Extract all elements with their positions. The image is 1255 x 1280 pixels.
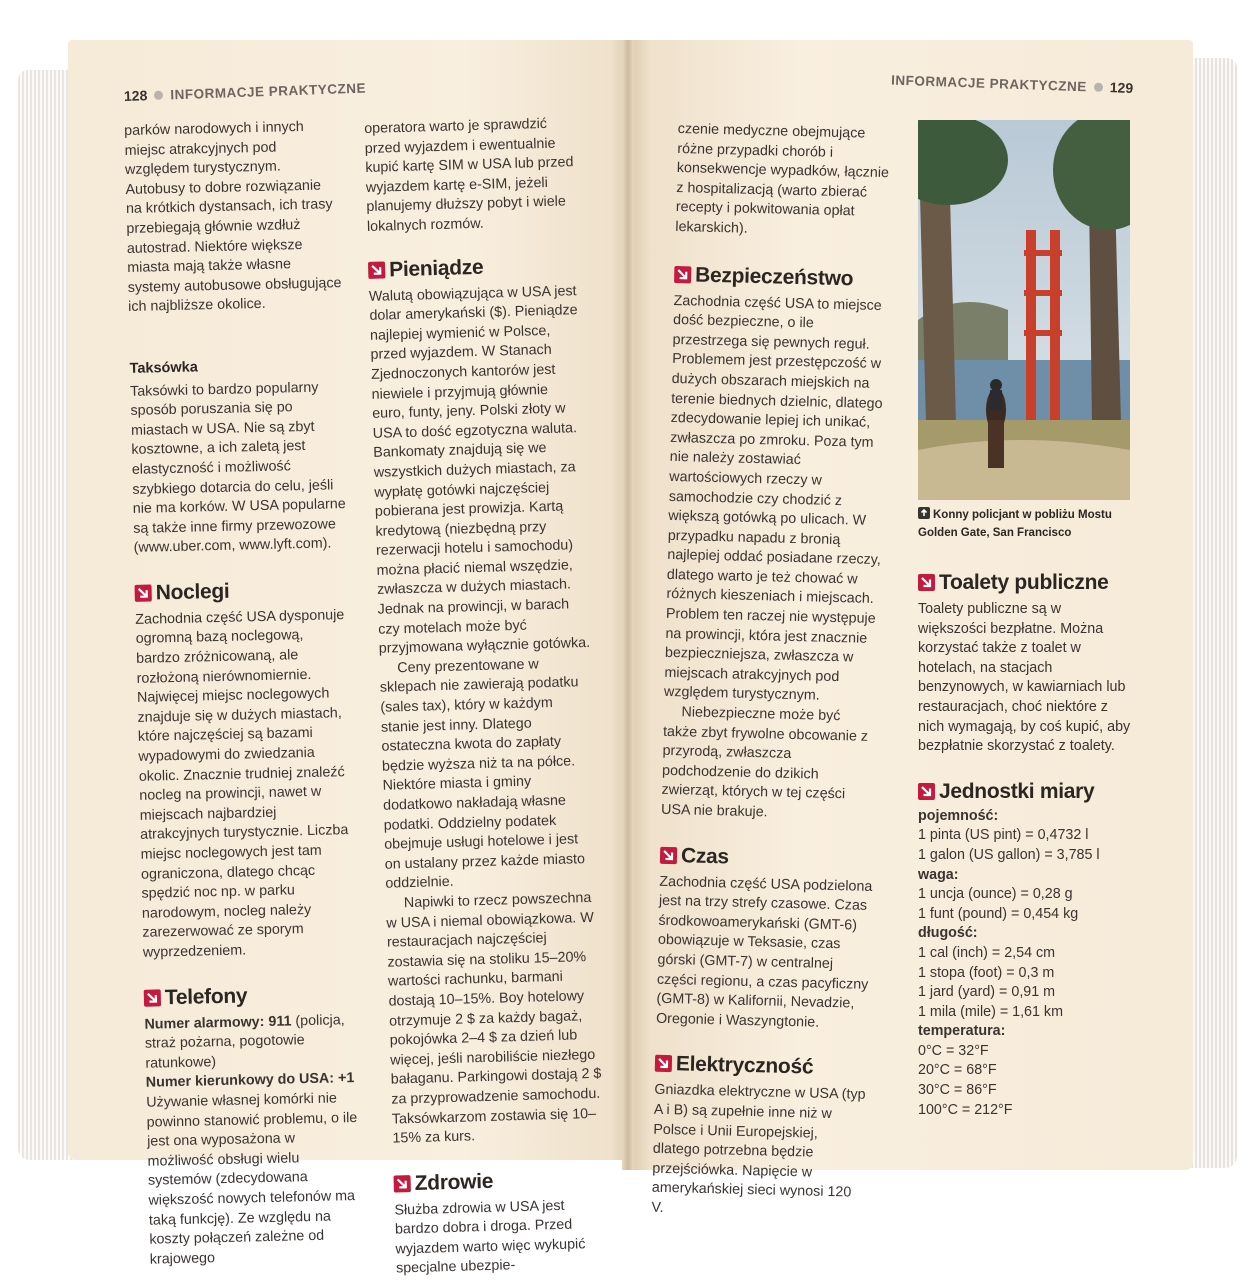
safety-text-2: Niebezpieczne może być także zbyt frywolne obcowanie z przyrodą, zwłaszcza podchodzenie do dzikich zwierząt, których w tej części USA nie brakuje. — [660, 704, 869, 821]
red-arrow-icon — [655, 1055, 672, 1072]
taxi-heading: Taksówka — [129, 359, 199, 377]
left-page — [68, 40, 633, 1278]
red-arrow-icon — [918, 574, 935, 591]
book-gutter — [622, 40, 634, 1170]
unit-line: 100°C = 212°F — [918, 1101, 1013, 1118]
taxi-text: Taksówki to bardzo popularny sposób poruszania się po miastach w USA. Nie są zbyt kosztowne, a ich zaletą jest elastyczność i możliwość szybkiego dotarcia do celu, jeśli nie ma korków. W USA popularne są także inne firmy przewozowe (www.uber.com, www.lyft.com). — [129, 379, 346, 557]
red-arrow-icon — [144, 989, 161, 1006]
unit-label: temperatura: — [918, 1023, 1006, 1040]
right-column-2 — [918, 120, 1132, 1120]
unit-label: długość: — [918, 925, 978, 942]
left-column-2 — [364, 114, 608, 1280]
safety-heading — [674, 262, 889, 293]
emergency-text: (policja, straż pożarna, pogotowie ratunkowe) — [144, 1011, 345, 1072]
unit-line: 1 uncja (ounce) = 0,28 g — [918, 886, 1073, 903]
unit-line: 1 jard (yard) = 0,91 m — [918, 984, 1056, 1001]
unit-line: 1 funt (pound) = 0,454 kg — [918, 905, 1079, 922]
red-arrow-icon — [135, 584, 152, 601]
safety-heading-label: Bezpieczeństwo — [694, 263, 854, 290]
page-number-right: 129 — [1109, 79, 1134, 96]
page-number-left: 128 — [123, 87, 148, 104]
photo-caption-text: Konny policjant w pobliżu Mostu Golden Gate, San Francisco — [918, 509, 1112, 539]
time-heading-label: Czas — [680, 843, 730, 869]
telefony-heading-label: Telefony — [164, 983, 248, 1009]
safety-text-1: Zachodnia część USA to miejsce dość bezpieczne, o ile przestrzega się pewnych reguł. Problemem jest przestępczość w dużych obszarach miejskich na terenie biednych dzielnic, dlatego zdecydowanie lepiej ich unikać, zwłaszcza po zmroku. Poza tym nie należy zostawiać wartościowych rzeczy w samochodzie czy chodzić z większą gotówką po ulicach. W przypadku napadu z bronią najlepiej oddać posiadane rzeczy, dlatego warto je też chować w różnych kieszeniach i miejscach. Problem ten raczej nie występuje na prowincji, która jest znacznie bezpieczniejsza, zwłaszcza w miejscach atrakcyjnych pod względem turystycznym. — [663, 292, 883, 705]
separator-dot — [1094, 83, 1103, 92]
units-list — [918, 807, 1132, 1121]
paragraph: parków narodowych i innych miejsc atrakcyjnych pod względem turystycznym. Autobusy to dobre rozwiązanie na krótkich dystansach, ich trasy przebiegają głównie wzdłuż autostrad. Niektóre większe miasta mają także własne systemy autobusowe obsługujące ich najbliższe okolice. — [124, 118, 342, 316]
red-arrow-icon — [674, 266, 691, 283]
unit-line: 1 cal (inch) = 2,54 cm — [918, 944, 1056, 961]
units-heading-label: Jednostki miary — [939, 779, 1095, 803]
money-text-2: Ceny prezentowane w sklepach nie zawierają podatku (sales tax), który w każdym stanie jest inny. Dlatego ostateczna kwota do zapłaty będzie wyższa niż ta na półce. Niektóre miasta i gminy dodatkowo nakładają własne podatki. Oddzielny podatek obejmuje usługi hotelowe i jest on ustalany przez każde miasto oddzielnie. — [379, 656, 586, 893]
left-running-head — [124, 80, 367, 106]
money-text-3: Napiwki to rzecz powszechna w USA i niemal obowiązkowa. W restauracjach najczęściej zostawia się na stoliku 15–20% wartości rachunku, barmani dostają 10–15%. Boy hotelowy otrzymuje 2 $ za każdy bagaż, pokojówka 2–4 $ za dzień lub więcej, jeśli narobiliście niezłego bałaganu. Parkingowi dostają 2 $ za przyprowadzenie samochodu. Taksówkarzom zostawia się 10–15% za kurs. — [386, 889, 602, 1147]
red-arrow-icon — [660, 846, 677, 863]
golden-gate-photo — [918, 120, 1130, 500]
paragraph: operatora warto je sprawdzić przed wyjazdem i ewentualnie kupić kartę SIM w USA lub przed wyjazdem kartę e-SIM, jeżeli planujemy dłuższy pobyt i wiele lokalnych rozmów. — [364, 115, 574, 235]
unit-label: waga: — [918, 866, 959, 883]
units-heading — [918, 779, 1132, 805]
toilet-heading — [918, 570, 1132, 596]
red-arrow-icon — [368, 261, 385, 278]
unit-line: 0°C = 32°F — [918, 1042, 989, 1059]
toilet-text: Toalety publiczne są w większości bezpłatne. Można korzystać także z toalet w hotelach, na stacjach benzynowych, w kawiarniach lub restauracjach, choć niektóre z nich wymagają, by coś kupić, aby bezpłatnie skorzystać z toalety. — [918, 601, 1131, 755]
country-code: Numer kierunkowy do USA: +1 — [145, 1070, 355, 1092]
time-heading — [660, 842, 875, 873]
right-column-1 — [651, 120, 892, 1223]
unit-label: pojemność: — [918, 807, 999, 824]
right-running-head — [891, 72, 1134, 98]
health-heading-label: Zdrowie — [414, 1169, 494, 1195]
health-text: Służba zdrowia w USA jest bardzo dobra i droga. Przed wyjazdem warto więc wykupić specjalne ubezpie- — [394, 1197, 586, 1278]
red-arrow-icon — [393, 1175, 410, 1192]
emergency-number — [144, 1010, 359, 1074]
money-text-1: Walutą obowiązująca w USA jest dolar amerykański ($). Pieniądze najlepiej wymienić w Polsce, przed wyjazdem. W Stanach Zjednoczonych kantorów jest niewiele i przyjmują głównie euro, funty, jeny. Polski złoty w USA to dość egzotyczna waluta. Bankomaty znajdują się we wszystkich dużych miastach, za wypłatę gotówki najczęściej pobierana jest prowizja. Kartą kredytową (niezbędną przy rezerwacji hotelu i samochodu) można płacić niemal wszędzie, zwłaszcza w dużych miastach. Jednak na prowincji, w barach czy motelach może być przyjmowana wyłącznie gotówka. — [368, 282, 591, 658]
unit-line: 30°C = 86°F — [918, 1082, 997, 1099]
electric-heading-label: Elektryczność — [675, 1052, 814, 1079]
red-arrow-icon — [918, 783, 935, 800]
running-head-left: INFORMACJE PRAKTYCZNE — [170, 80, 367, 103]
arrow-up-icon — [918, 507, 930, 519]
left-column-1 — [124, 117, 364, 1270]
running-head-right: INFORMACJE PRAKTYCZNE — [890, 72, 1087, 95]
unit-line: 20°C = 68°F — [918, 1062, 997, 1079]
phone-text: Używanie własnej komórki nie powinno stanowić problemu, o ile jest ona wyposażona w możliwość obsługi wielu systemów (zdecydowana większość nowych telefonów ma taką funkcję). Ze względu na koszty połączeń zależne od krajowego — [146, 1090, 358, 1268]
paragraph: czenie medyczne obejmujące różne przypadki chorób i konsekwencje wypadków, łącznie z hospitalizacją (warto zbierać recepty i pokwitowania opłat lekarskich). — [675, 120, 890, 237]
unit-line: 1 stopa (foot) = 0,3 m — [918, 964, 1055, 981]
right-page — [628, 40, 1193, 1216]
time-text: Zachodnia część USA podzielona jest na trzy strefy czasowe. Czas środkowoamerykański (GMT-6) obowiązuje w Teksasie, czas górski (GMT-7) w centralnej części regionu, a czas pacyficzny (GMT-8) w Kalifornii, Nevadzie, Oregonie i Waszyngtonie. — [655, 873, 873, 1031]
separator-dot — [154, 91, 163, 100]
unit-line: 1 pinta (US pint) = 0,4732 l — [918, 827, 1089, 844]
noclegi-heading-label: Noclegi — [155, 579, 230, 605]
unit-line: 1 galon (US gallon) = 3,785 l — [918, 846, 1100, 863]
noclegi-text: Zachodnia część USA dysponuje ogromną bazą noclegową, bardzo zróżnicowaną, ale rozłożoną nierównomiernie. Najwięcej miejsc noclegowych znajduje się w dużych miastach, które najczęściej są bazami wypadowymi do zwiedzania okolic. Znacznie trudniej znaleźć nocleg na prowincji, nawet w miejscach najbardziej atrakcyjnych turystycznie. Liczba miejsc noclegowych jest tam ograniczona, dlatego chcąc spędzić noc np. w parku narodowym, nocleg należy zarezerwować ze sporym wyprzedzeniem. — [135, 607, 349, 961]
unit-line: 1 mila (mile) = 1,61 km — [918, 1003, 1063, 1020]
electric-text: Gniazdka elektryczne w USA (typ A i B) są zupełnie inne niż w Polsce i Unii Europejskiej, dlatego potrzebna będzie przejściówka. Napięcie w amerykańskiej sieci wynosi 120 V. — [651, 1082, 866, 1216]
emergency-label: Numer alarmowy: 911 — [144, 1012, 292, 1033]
toilet-heading-label: Toalety publiczne — [939, 571, 1109, 594]
photo-caption — [918, 506, 1132, 542]
money-heading-label: Pieniądze — [388, 255, 484, 281]
